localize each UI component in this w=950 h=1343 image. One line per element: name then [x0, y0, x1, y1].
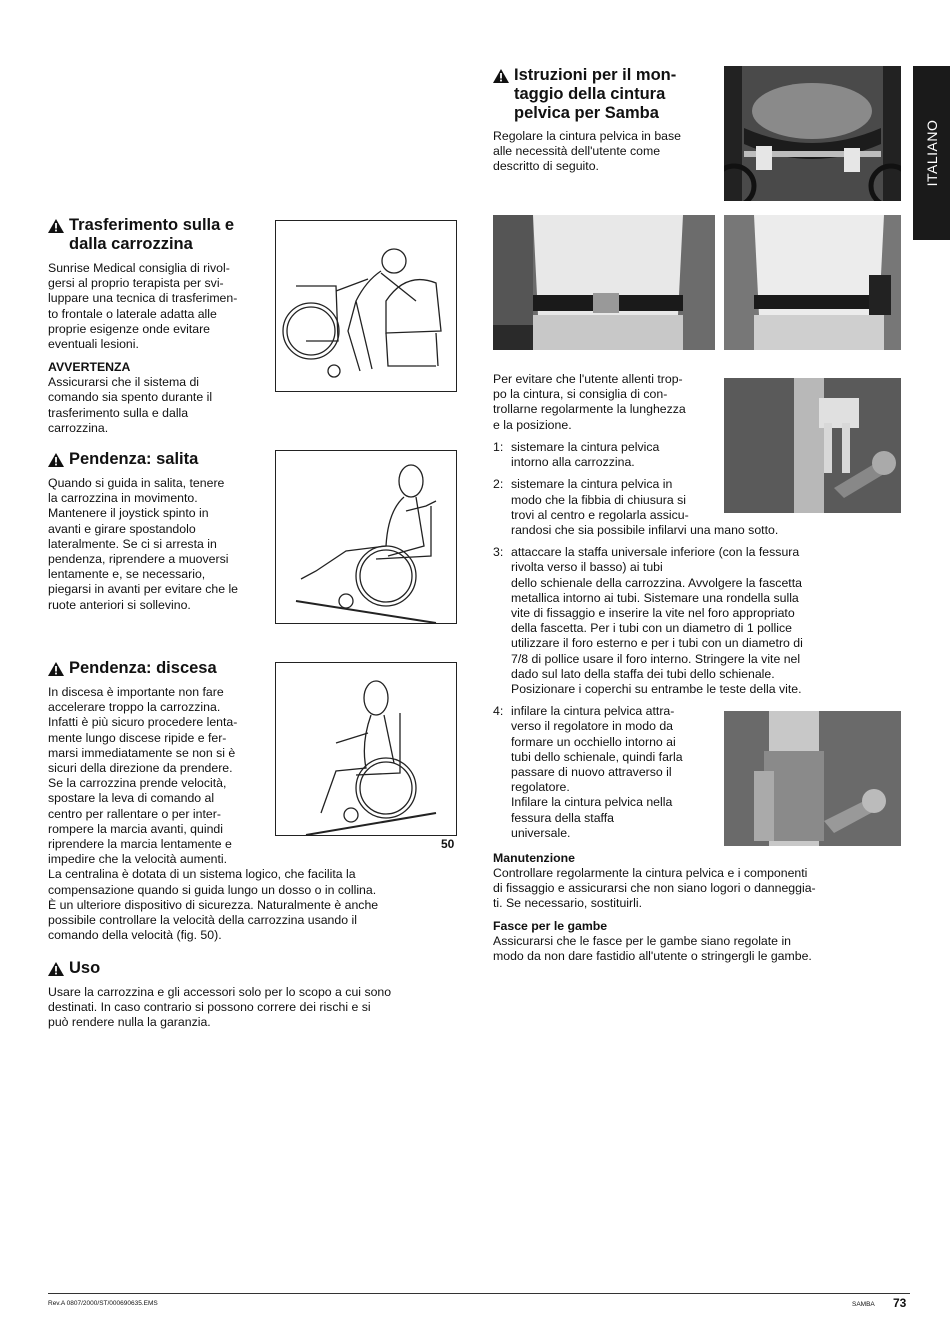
- language-tab: [913, 66, 950, 240]
- salita-text: Quando si guida in salita, tenere la carrozzina in movimento. Mantenere il joystick spinto in avanti e girare spostandolo lateralmente. Se ci si arresta in pendenza, riprendere a muoversi lentamente e, se necessario, piegarsi in avanti per evitare che le ruote anteriori si sollevino.: [48, 476, 239, 612]
- discesa-text: In discesa è importante non fare accelerare troppo la carrozzina. Infatti è più sicuro procedere lenta- mente lungo discese ripide e fer- marsi immediatamente se non si è sicuri della direzione da prendere. Se la carrozzina prende velocità, spostare la leva di comando al centro per rallentare o per inter- rompere la marcia avanti, quindi riprendere la marcia lentamente e impedire che la velocità aumenti. La centralina è dotata di un sistema logico, che facilita la compensazione quando si guida lungo un dosso o in collina. È un ulteriore dispositivo di sicurezza. Naturalmente è anche possibile controllare la velocità della carrozzina usando il comando della velocità (fig. 50).: [48, 685, 379, 943]
- manutenzione-section: [493, 851, 873, 912]
- warning-icon: [48, 962, 64, 976]
- step-item: [493, 440, 721, 470]
- montaggio-text: Regolare la cintura pelvica in base alle necessità dell'utente come descritto di seguito.: [493, 129, 681, 174]
- uso-title: Uso: [69, 959, 101, 977]
- footer-brand: SAMBA: [852, 1301, 875, 1308]
- step-item: [493, 477, 858, 538]
- belt-photo: [724, 66, 901, 201]
- uso-text: Usare la carrozzina e gli accessori solo per lo scopo a cui sono destinati. In caso contrario si possono correre dei rischi e si può rendere nulla la garanzia.: [48, 985, 392, 1030]
- user-belt-photo-front: [493, 215, 715, 350]
- figure-number: 50: [441, 837, 455, 851]
- transfer-illustration: [275, 220, 457, 392]
- cintura-intro: [493, 372, 718, 433]
- uphill-illustration: [275, 450, 457, 624]
- step-text: sistemare la cintura pelvica in modo che la fibbia di chiusura si trovi al centro e regolarla assicu- randosi che sia possibile infilarvi una mano sotto.: [511, 477, 779, 538]
- trasferimento-title: Trasferimento sulla e dalla carrozzina: [69, 216, 235, 253]
- warning-icon: [493, 69, 509, 83]
- fasce-section: [493, 919, 873, 964]
- language-tab-label: ITALIANO: [923, 119, 940, 187]
- step-item: [493, 704, 726, 841]
- trasferimento-section: [48, 216, 263, 436]
- footer-divider: [48, 1293, 910, 1294]
- warning-icon: [48, 219, 64, 233]
- downhill-illustration: [275, 662, 457, 836]
- discesa-title: Pendenza: discesa: [69, 659, 217, 677]
- avvertenza-label: AVVERTENZA: [48, 360, 131, 375]
- manutenzione-title: Manutenzione: [493, 851, 575, 865]
- regulator-photo: [724, 711, 901, 846]
- user-belt-photo-side: [724, 215, 901, 350]
- warning-icon: [48, 662, 64, 676]
- salita-section: [48, 450, 263, 613]
- manutenzione-text: Controllare regolarmente la cintura pelvica e i componenti di fissaggio e assicurarsi che non siano logori o danneggia- ti. Se necessario, sostituirli.: [493, 866, 816, 911]
- uso-section: [48, 959, 428, 1031]
- montaggio-section: [493, 66, 713, 175]
- fasce-text: Assicurarsi che le fasce per le gambe siano regolate in modo da non dare fastidio all'utente o stringergli le gambe.: [493, 934, 812, 964]
- step-text: attaccare la staffa universale inferiore (con la fessura rivolta verso il basso) ai tubi dello schienale della carrozzina. Avvolgere la fascetta metallica intorno ai tubi. Sistemare una rondella sulla vite di fissaggio e inserire la vite nel foro appropriato della fascetta. Per i tubi con un diametro di 1 pollice utilizzare il foro esterno e per i tubi con un diametro di 7/8 di pollice usare il foro interno. Stringere la vite nel dado sul lato della staffa dei tubi dello schienale. Posizionare i coperchi su entrambe le teste della vite.: [511, 545, 803, 697]
- step-number: 4:: [493, 704, 504, 719]
- warning-icon: [48, 453, 64, 467]
- fasce-title: Fasce per le gambe: [493, 919, 608, 933]
- avvertenza-text: Assicurarsi che il sistema di comando sia spento durante il trasferimento sulla e dalla carrozzina.: [48, 375, 213, 435]
- trasferimento-text: Sunrise Medical consiglia di rivol- gersi al proprio terapista per svi- luppare una tecnica di trasferimen- to frontale o laterale adatta alle proprie esigenze onde evitare eventuali lesioni.: [48, 261, 238, 352]
- footer-revision: Rev.A 0807/2000/ST/000690635.EMS: [48, 1300, 158, 1307]
- step-text: infilare la cintura pelvica attra- verso il regolatore in modo da formare un occhiello intorno ai tubi dello schienale, quindi farla passare di nuovo attraverso il regolatore. Infilare la cintura pelvica nella fessura della staffa universale.: [511, 704, 683, 840]
- montaggio-title: Istruzioni per il mon- taggio della cintura pelvica per Samba: [514, 66, 677, 122]
- page-number: 73: [893, 1296, 907, 1310]
- cintura-intro-text: Per evitare che l'utente allenti trop- po la cintura, si consiglia di con- trollarne regolarmente la lunghezza e la posizione.: [493, 372, 686, 432]
- salita-title: Pendenza: salita: [69, 450, 199, 468]
- step-text: sistemare la cintura pelvica intorno alla carrozzina.: [511, 440, 660, 470]
- step-number: 3:: [493, 545, 504, 560]
- step-number: 2:: [493, 477, 504, 492]
- step-item: [493, 545, 858, 697]
- step-number: 1:: [493, 440, 504, 454]
